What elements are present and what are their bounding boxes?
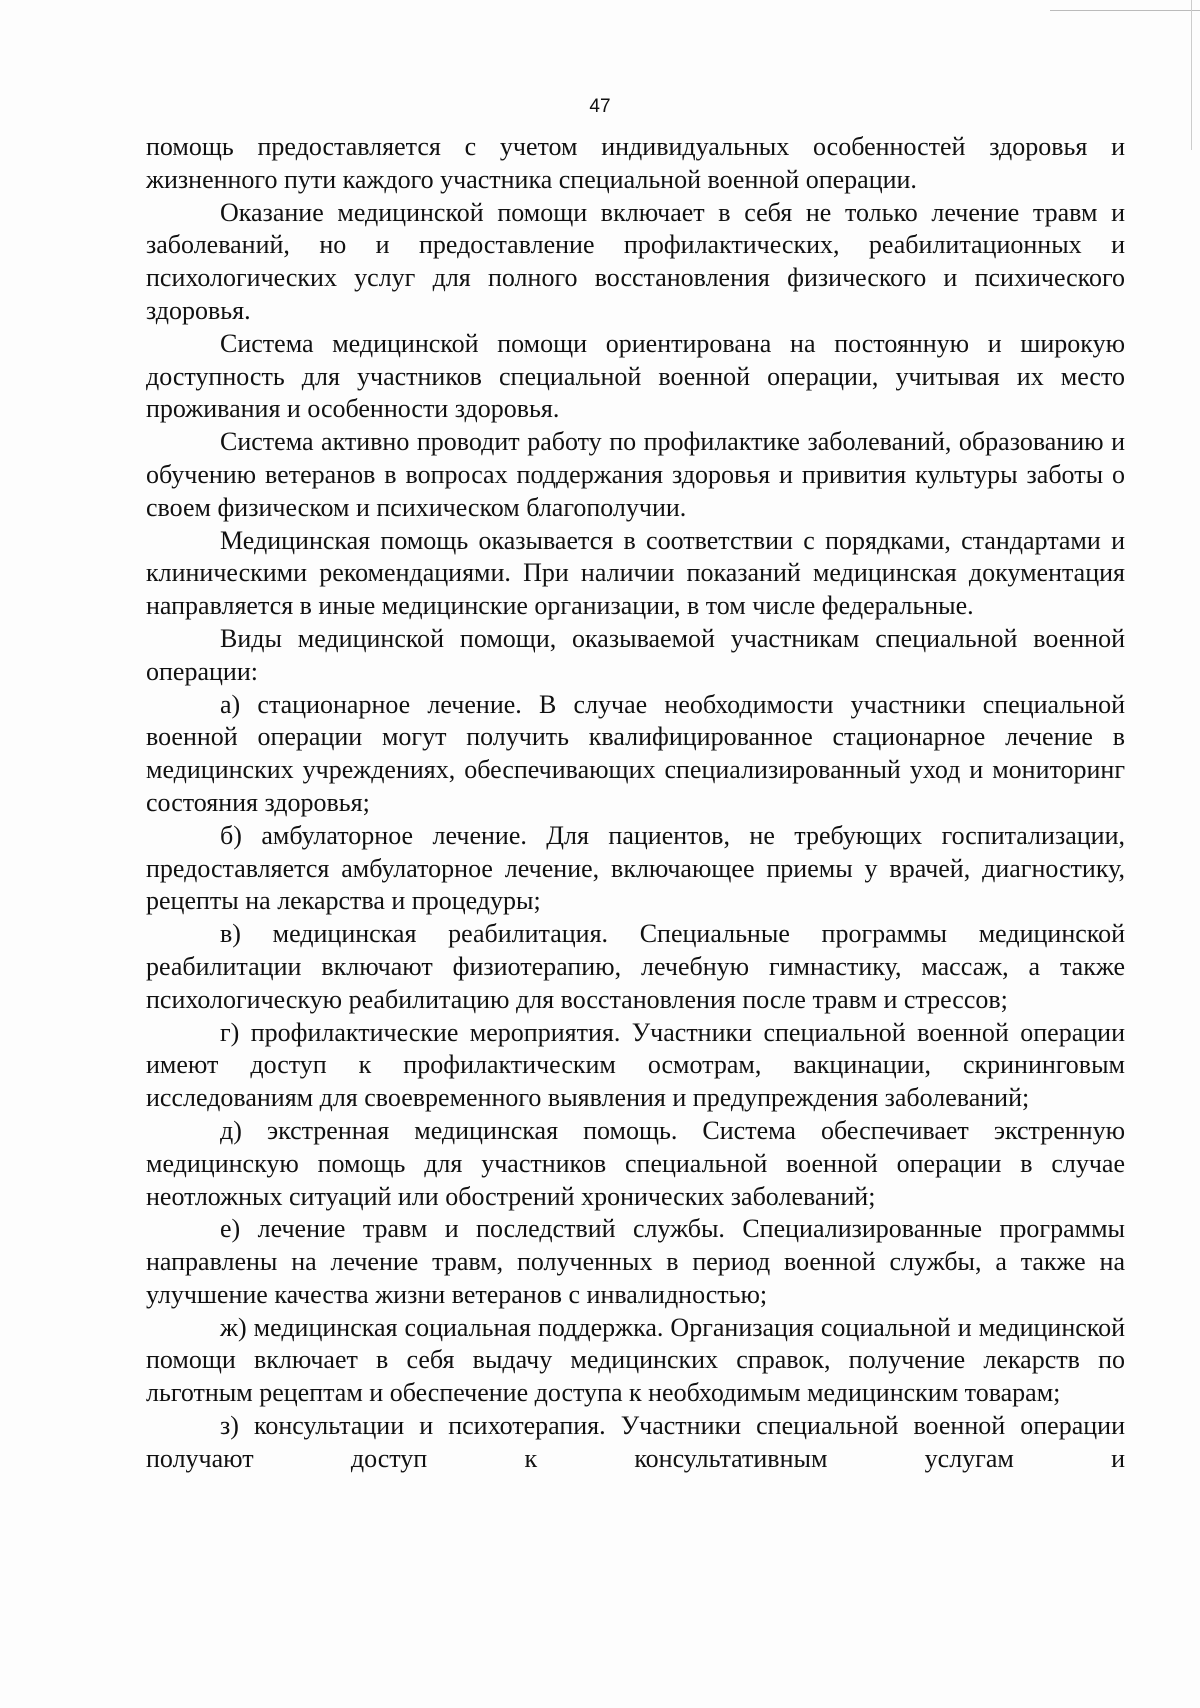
list-item-v: в) медицинская реабилитация. Специальные программы медицинской реабилитации включают физиотерапию, лечебную гимнастику, массаж, а также психологическую реабилитацию для восстановления после травм и стрессов; <box>146 919 1125 1014</box>
list-item-b: б) амбулаторное лечение. Для пациентов, не требующих госпитализации, предоставляется амбулаторное лечение, включающее приемы у врачей, диагностику, рецепты на лекарства и процедуры; <box>146 820 1125 916</box>
page-number: 47 <box>589 96 611 117</box>
list-item-e: е) лечение травм и последствий службы. Специализированные программы направлены на лечение травм, полученных в период военной службы, а также на улучшение качества жизни ветеранов с инвалидностью; <box>146 1214 1125 1309</box>
paragraph: Медицинская помощь оказывается в соответствии с порядками, стандартами и клиническими рекомендациями. При наличии показаний медицинская документация направляется в иные медицинские организации, в том числе федеральные. <box>146 525 1125 621</box>
paragraph-continuation: помощь предоставляется с учетом индивидуальных особенностей здоровья и жизненного пути каждого участника специальной военной операции. <box>146 132 1125 194</box>
list-item-z: з) консультации и психотерапия. Участники специальной военной операции получают доступ к консультативным услугам и <box>146 1411 1125 1473</box>
list-item-zh: ж) медицинская социальная поддержка. Организация социальной и медицинской помощи включает в себя выдачу медицинских справок, получение лекарств по льготным рецептам и обеспечение доступа к необходимым медицинским товарам; <box>146 1312 1125 1408</box>
paragraph: Система активно проводит работу по профилактике заболеваний, образованию и обучению ветеранов в вопросах поддержания здоровья и привития культуры заботы о своем физическом и психическом благополучии. <box>146 427 1125 522</box>
scan-edge-line <box>1050 10 1200 11</box>
list-item-a: а) стационарное лечение. В случае необходимости участники специальной военной операции могут получить квалифицированное стационарное лечение в медицинских учреждениях, обеспечивающих специализированный уход и мониторинг состояния здоровья; <box>146 689 1125 817</box>
paragraph: Система медицинской помощи ориентирована на постоянную и широкую доступность для участников специальной военной операции, учитывая их место проживания и особенности здоровья. <box>146 328 1125 424</box>
body-text <box>146 131 1125 1476</box>
scan-edge-line-right <box>1191 0 1192 150</box>
paragraph: Оказание медицинской помощи включает в себя не только лечение травм и заболеваний, но и предоставление профилактических, реабилитационных и психологических услуг для полного восстановления физического и психического здоровья. <box>146 197 1125 325</box>
paragraph: Виды медицинской помощи, оказываемой участникам специальной военной операции: <box>146 623 1125 686</box>
list-item-d: д) экстренная медицинская помощь. Система обеспечивает экстренную медицинскую помощь для участников специальной военной операции в случае неотложных ситуаций или обострений хронических заболеваний; <box>146 1115 1125 1211</box>
list-item-g: г) профилактические мероприятия. Участники специальной военной операции имеют доступ к профилактическим осмотрам, вакцинации, скрининговым исследованиям для своевременного выявления и предупреждения заболеваний; <box>146 1017 1125 1113</box>
